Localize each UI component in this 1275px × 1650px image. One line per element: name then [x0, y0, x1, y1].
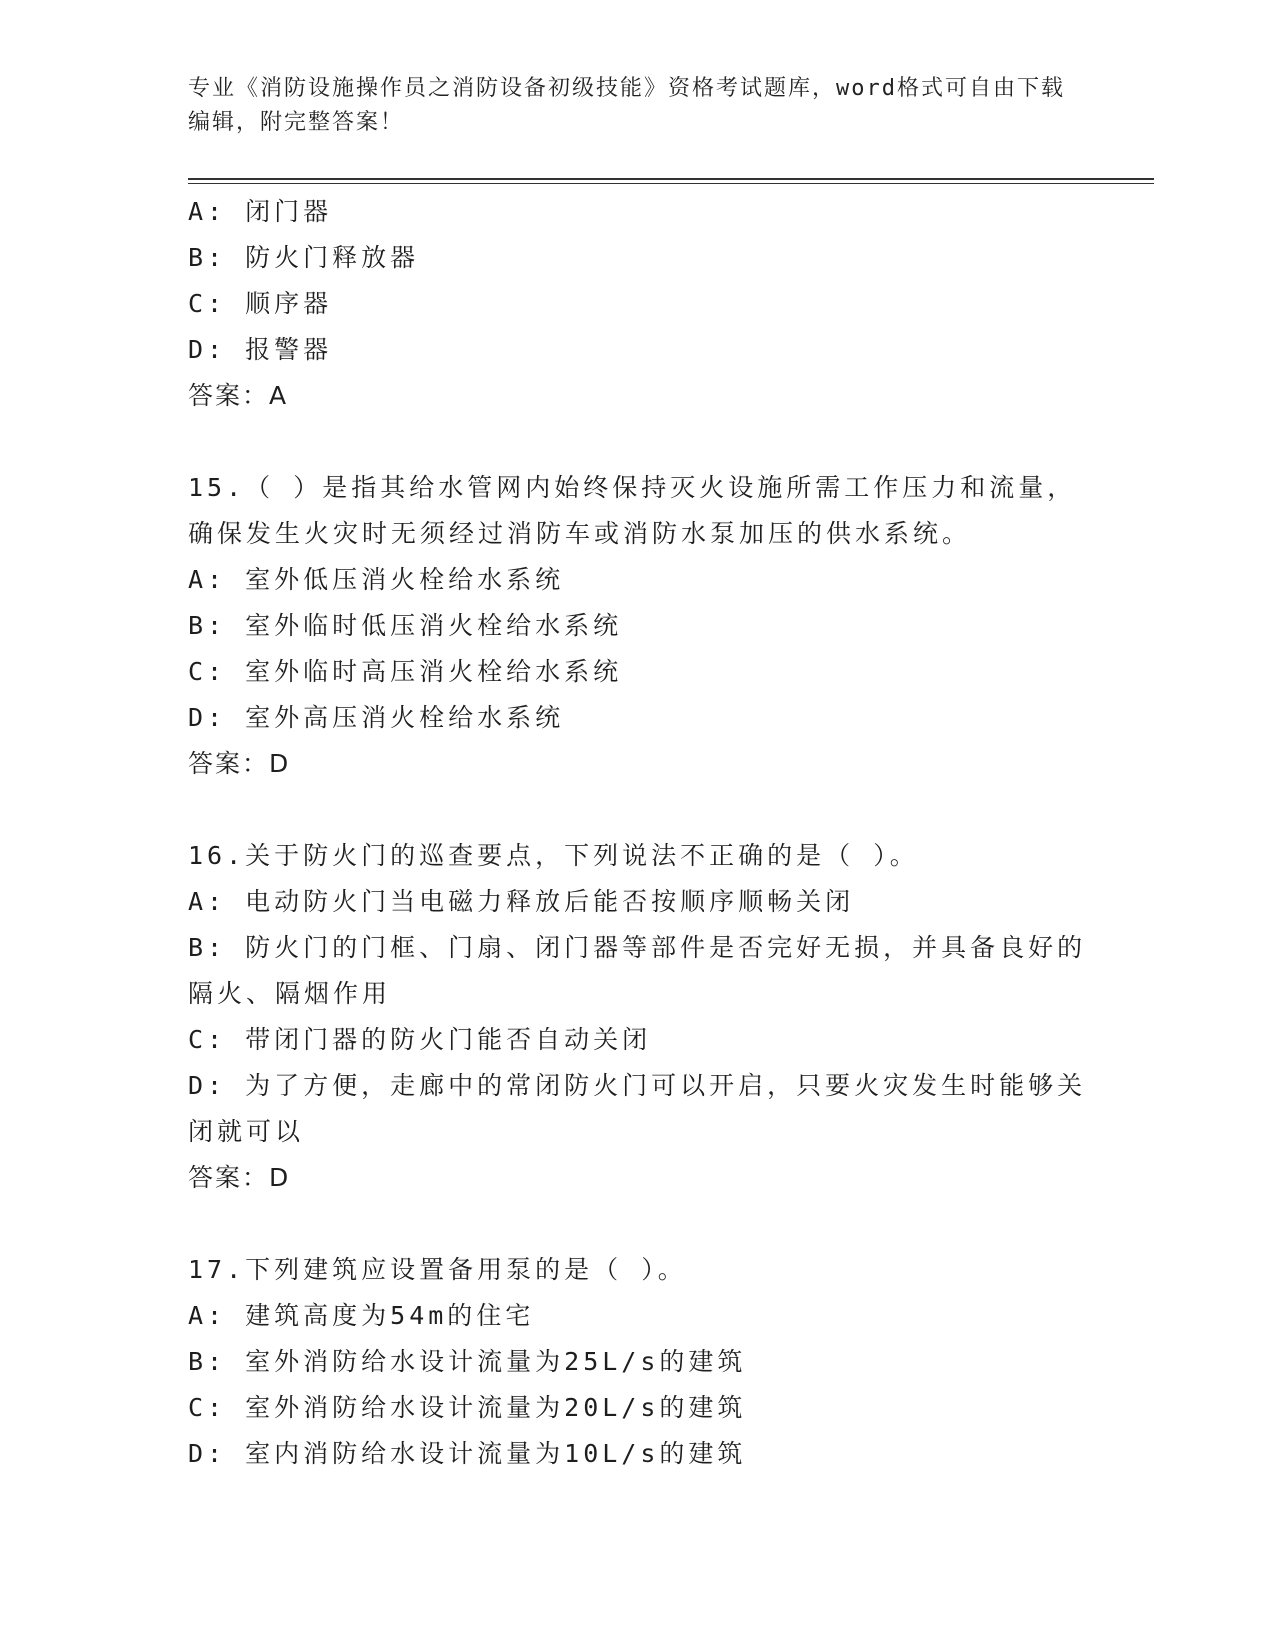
header-divider-thin	[188, 183, 1154, 184]
answer-line: 答案：D	[188, 1163, 291, 1192]
option-d: D: 为了方便，走廊中的常闭防火门可以开启，只要火灾发生时能够关闭就可以	[188, 1071, 1087, 1146]
question-stem: 15.（ ）是指其给水管网内始终保持灭火设施所需工作压力和流量，确保发生火灾时无须经过消防车或消防水泵加压的供水系统。	[188, 473, 1077, 548]
option-a: A: 电动防火门当电磁力释放后能否按顺序顺畅关闭	[188, 887, 855, 916]
option-b: B: 室外消防给水设计流量为25L/s的建筑	[188, 1347, 747, 1376]
question-list	[188, 189, 1088, 1477]
header-divider	[188, 178, 1154, 180]
option-a: A: 闭门器	[188, 197, 333, 226]
question-14-tail	[188, 189, 1088, 419]
spacer	[188, 1201, 1088, 1247]
question-16	[188, 833, 1088, 1201]
question-17	[188, 1247, 1088, 1477]
question-stem: 17.下列建筑应设置备用泵的是（ ）。	[188, 1255, 687, 1284]
question-stem: 16.关于防火门的巡查要点，下列说法不正确的是（ ）。	[188, 841, 919, 870]
option-a: A: 室外低压消火栓给水系统	[188, 565, 565, 594]
option-d: D: 报警器	[188, 335, 333, 364]
option-c: C: 顺序器	[188, 289, 333, 318]
option-c: C: 室外消防给水设计流量为20L/s的建筑	[188, 1393, 747, 1422]
question-15	[188, 465, 1088, 787]
spacer	[188, 419, 1088, 465]
option-c: C: 室外临时高压消火栓给水系统	[188, 657, 623, 686]
document-header: 专业《消防设施操作员之消防设备初级技能》资格考试题库，word格式可自由下载编辑，附完整答案！	[188, 76, 1065, 135]
answer-line: 答案：A	[188, 381, 289, 410]
option-a: A: 建筑高度为54m的住宅	[188, 1301, 535, 1330]
option-b: B: 防火门的门框、门扇、闭门器等部件是否完好无损，并具备良好的隔火、隔烟作用	[188, 933, 1087, 1008]
option-c: C: 带闭门器的防火门能否自动关闭	[188, 1025, 652, 1054]
spacer	[188, 787, 1088, 833]
option-d: D: 室外高压消火栓给水系统	[188, 703, 565, 732]
answer-line: 答案：D	[188, 749, 291, 778]
option-b: B: 防火门释放器	[188, 243, 420, 272]
option-d: D: 室内消防给水设计流量为10L/s的建筑	[188, 1439, 747, 1468]
option-b: B: 室外临时低压消火栓给水系统	[188, 611, 623, 640]
